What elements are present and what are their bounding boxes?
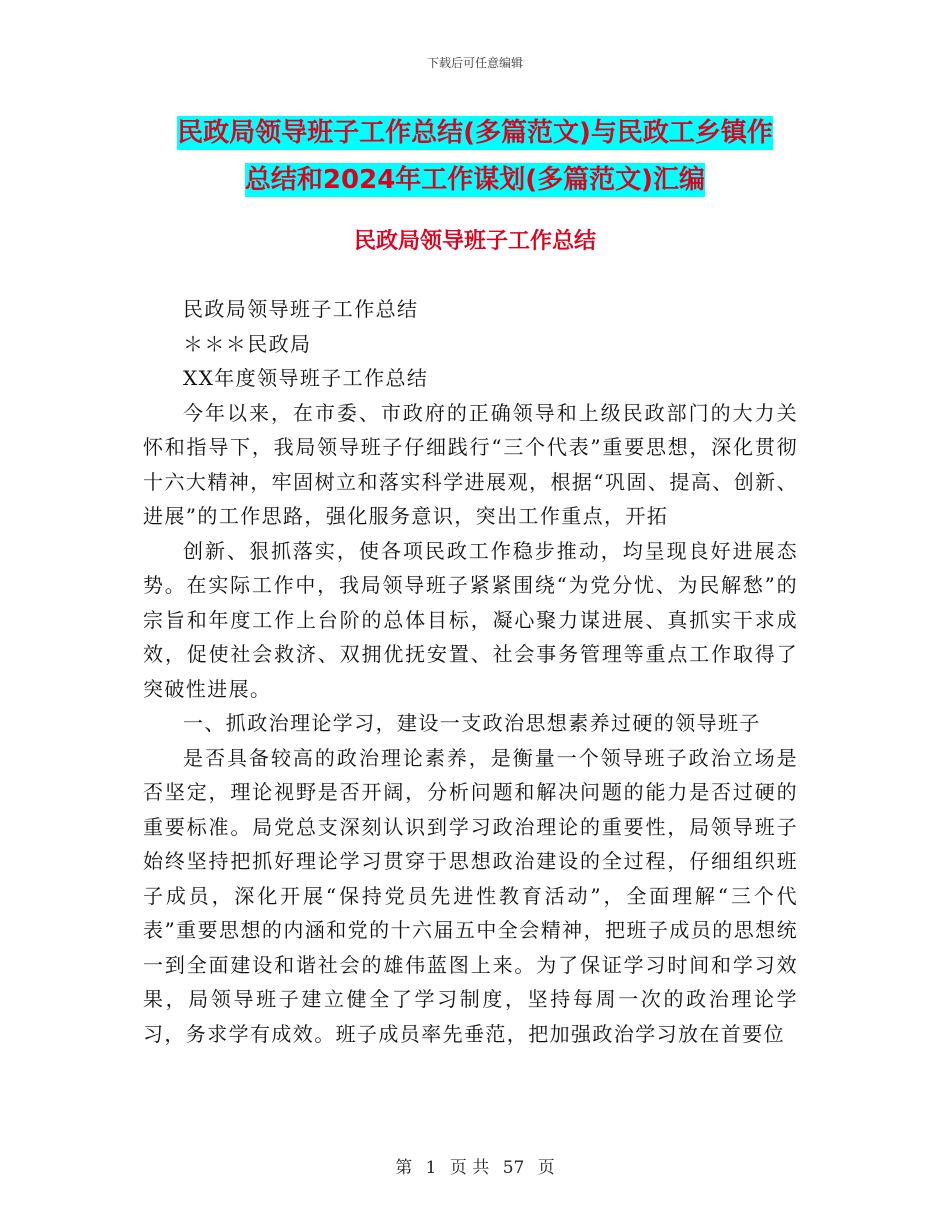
paragraph-body: 创新、狠抓落实，使各项民政工作稳步推动，均呈现良好进展态势。在实际工作中，我局领导班子紧紧围绕“为党分忧、为民解愁”的宗旨和年度工作上台阶的总体目标，凝心聚力谋进展、真抓实干求成效，促使社会救济、双拥优抚安置、社会事务管理等重点工作取得了突破性进展。 <box>143 538 798 701</box>
footer-suffix: 页 <box>537 1158 555 1178</box>
document-body <box>143 292 798 1051</box>
footer-prefix: 第 <box>395 1158 413 1178</box>
footer-total-pages: 57 <box>502 1158 525 1178</box>
paragraph-subheading: 一、抓政治理论学习，建设一支政治思想素养过硬的领导班子 <box>183 711 761 735</box>
paragraph-org: ＊＊＊民政局 <box>183 331 312 356</box>
document-title-line-1 <box>0 112 950 149</box>
section-title: 民政局领导班子工作总结 <box>353 229 596 254</box>
footer-middle: 页 共 <box>449 1158 490 1178</box>
document-title-line-2 <box>0 159 950 196</box>
document-title-text-2: 总结和2024年工作谋划(多篇范文)汇编 <box>244 165 706 195</box>
paragraph-body: 是否具备较高的政治理论素养，是衡量一个领导班子政治立场是否坚定，理论视野是否开阔，分析问题和解决问题的能力是否过硬的重要标准。局党总支深刻认识到学习政治理论的重要性，局领导班子始终坚持把抓好理论学习贯穿于思想政治建设的全过程，仔细组织班子成员，深化开展“保持党员先进性教育活动”，全面理解“三个代表”重要思想的内涵和党的十六届五中全会精神，把班子成员的思想统一到全面建设和谐社会的雄伟蓝图上来。为了保证学习时间和学习效果，局领导班子建立健全了学习制度，坚持每周一次的政治理论学习，务求学有成效。班子成员率先垂范，把加强政治学习放在首要位 <box>143 745 798 1046</box>
footer-page-number: 1 <box>425 1158 437 1178</box>
paragraph-body: 今年以来，在市委、市政府的正确领导和上级民政部门的大力关怀和指导下，我局领导班子仔细践行“三个代表”重要思想，深化贯彻十六大精神，牢固树立和落实科学进展观，根据“巩固、提高、创新、进展”的工作思路，强化服务意识，突出工作重点，开拓 <box>143 400 798 528</box>
paragraph-year-title: XX年度领导班子工作总结 <box>183 366 429 390</box>
page-footer <box>0 1153 950 1178</box>
header-note: 下载后可任意编辑 <box>426 56 523 70</box>
document-title-text-1: 民政局领导班子工作总结(多篇范文)与民政工乡镇作 <box>177 118 773 148</box>
paragraph-heading: 民政局领导班子工作总结 <box>183 297 419 321</box>
